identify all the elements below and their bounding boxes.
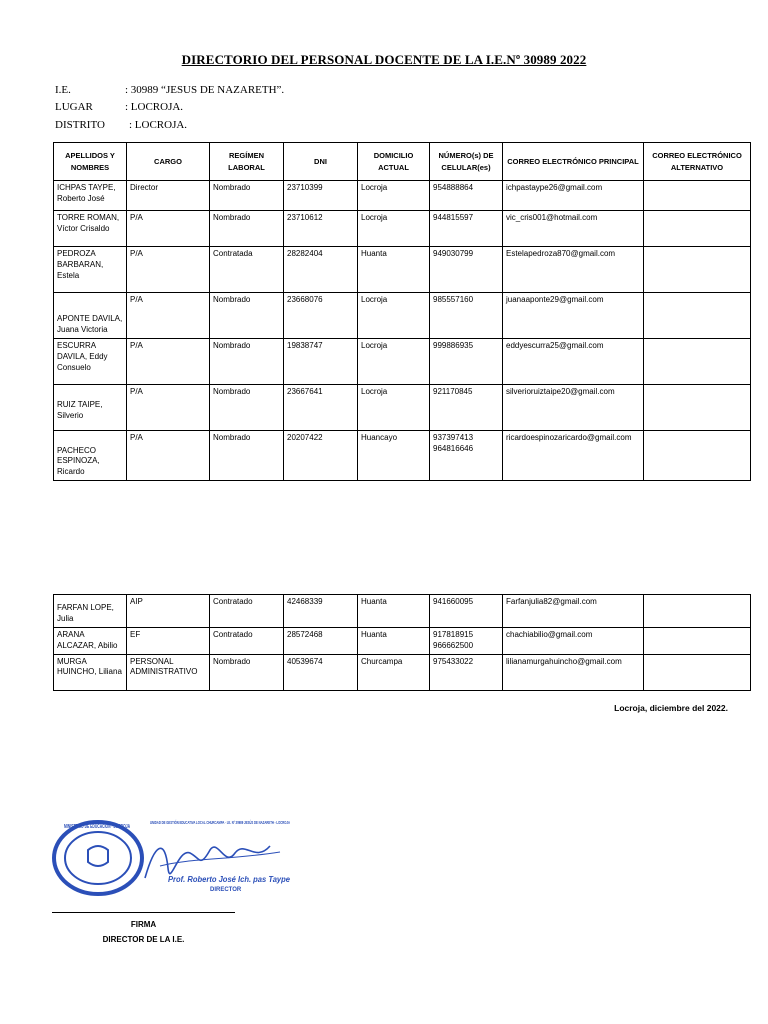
info-lugar-value: : LOCROJA. [125, 101, 184, 113]
info-distrito-label: DISTRITO [55, 119, 105, 131]
cell-correo: chachiabilio@gmail.com [503, 628, 644, 655]
cell-correo: Estelapedroza870@gmail.com [503, 247, 644, 293]
cell-correo-alt [644, 293, 751, 339]
cell-name: RUIZ TAIPE, Silverio [54, 385, 127, 431]
cell-celular: 937397413 964816646 [430, 431, 503, 481]
cell-correo: ichpastaype26@gmail.com [503, 181, 644, 211]
director-stamp-and-signature [50, 808, 377, 908]
info-distrito [55, 119, 188, 131]
cell-domicilio: Locroja [358, 385, 430, 431]
cell-regimen: Nombrado [210, 654, 284, 690]
header-apellidos: APELLIDOS Y NOMBRES [54, 143, 127, 181]
cell-celular: 999886935 [430, 339, 503, 385]
cell-regimen: Nombrado [210, 385, 284, 431]
table-row [54, 385, 751, 431]
stamp-header-text: UNIDAD DE GESTIÓN EDUCATIVA LOCAL CHURCAMPA · I.E. Nº 30989 JESÚS DE NAZARETH - LOCROJA [150, 820, 377, 825]
cell-domicilio: Locroja [358, 293, 430, 339]
cell-domicilio: Locroja [358, 211, 430, 247]
cell-domicilio: Locroja [358, 339, 430, 385]
seal-shield-icon [88, 846, 108, 866]
cell-dni: 23710399 [284, 181, 358, 211]
cell-correo: lilianamurgahuincho@gmail.com [503, 654, 644, 690]
closing-date: Locroja, diciembre del 2022. [614, 703, 728, 713]
cell-dni: 23710612 [284, 211, 358, 247]
cell-name: ICHPAS TAYPE, Roberto José [54, 181, 127, 211]
cell-cargo: P/A [127, 339, 210, 385]
cell-celular: 921170845 [430, 385, 503, 431]
cell-cargo: Director [127, 181, 210, 211]
cell-correo-alt [644, 181, 751, 211]
cell-celular: 985557160 [430, 293, 503, 339]
header-regimen: REGÍMEN LABORAL [210, 143, 284, 181]
cell-name: FARFAN LOPE, Julia [54, 595, 127, 628]
document-title: DIRECTORIO DEL PERSONAL DOCENTE DE LA I.E.Nº 30989 2022 [181, 52, 587, 67]
signature-block [52, 917, 235, 947]
cell-correo: eddyescurra25@gmail.com [503, 339, 644, 385]
cell-dni: 23667641 [284, 385, 358, 431]
cell-cargo: PERSONAL ADMINISTRATIVO [127, 654, 210, 690]
cell-correo: juanaaponte29@gmail.com [503, 293, 644, 339]
stamp-signer-name: Prof. Roberto José Ich. pas Taype [168, 875, 291, 884]
cell-celular: 944815597 [430, 211, 503, 247]
cell-regimen: Contratado [210, 628, 284, 655]
seal-text: MINISTERIO DE EDUCACIÓN · LOCROJA [64, 824, 163, 830]
cell-regimen: Contratada [210, 247, 284, 293]
header-dni: DNI [284, 143, 358, 181]
cell-dni: 42468339 [284, 595, 358, 628]
staff-table-continued [53, 594, 751, 691]
cell-domicilio: Huanta [358, 247, 430, 293]
info-lugar-label: LUGAR [55, 101, 93, 113]
cell-correo: ricardoespinozaricardo@gmail.com [503, 431, 644, 481]
cell-cargo: P/A [127, 293, 210, 339]
cell-correo-alt [644, 595, 751, 628]
cell-domicilio: Churcampa [358, 654, 430, 690]
signature-scribble [145, 846, 270, 878]
seal-inner-ring [65, 832, 131, 884]
cell-celular: 975433022 [430, 654, 503, 690]
header-celular: NÚMERO(s) DE CELULAR(es) [430, 143, 503, 181]
cell-regimen: Contratado [210, 595, 284, 628]
cell-dni: 40539674 [284, 654, 358, 690]
table-row [54, 595, 751, 628]
cell-celular: 917818915 966662500 [430, 628, 503, 655]
cell-dni: 23668076 [284, 293, 358, 339]
table-row [54, 654, 751, 690]
cell-cargo: P/A [127, 431, 210, 481]
cell-cargo: AIP [127, 595, 210, 628]
header-correo: CORREO ELECTRÓNICO PRINCIPAL [503, 143, 644, 181]
cell-correo: Farfanjulia82@gmail.com [503, 595, 644, 628]
cell-regimen: Nombrado [210, 431, 284, 481]
table-row [54, 339, 751, 385]
cell-name: APONTE DAVILA, Juana Victoria [54, 293, 127, 339]
info-distrito-value: : LOCROJA. [129, 119, 188, 131]
cell-name: PACHECO ESPINOZA, Ricardo [54, 431, 127, 481]
cell-correo: vic_cris001@hotmail.com [503, 211, 644, 247]
cell-regimen: Nombrado [210, 339, 284, 385]
cell-domicilio: Locroja [358, 181, 430, 211]
info-ie-value: : 30989 “JESUS DE NAZARETH”. [125, 84, 285, 96]
table-row [54, 211, 751, 247]
table-row [54, 247, 751, 293]
cell-celular: 954888864 [430, 181, 503, 211]
info-lugar [55, 101, 184, 113]
staff-table [53, 142, 751, 481]
cell-name: ESCURRA DAVILA, Eddy Consuelo [54, 339, 127, 385]
cell-name: ARANA ALCAZAR, Abilio [54, 628, 127, 655]
table-row [54, 293, 751, 339]
header-domicilio: DOMICILIO ACTUAL [358, 143, 430, 181]
cell-dni: 20207422 [284, 431, 358, 481]
cell-domicilio: Huanta [358, 628, 430, 655]
cell-correo-alt [644, 654, 751, 690]
cell-dni: 28572468 [284, 628, 358, 655]
cell-name: TORRE ROMAN, Víctor Crisaldo [54, 211, 127, 247]
signature-label: FIRMA [130, 920, 157, 929]
cell-cargo: P/A [127, 247, 210, 293]
cell-regimen: Nombrado [210, 211, 284, 247]
cell-correo-alt [644, 339, 751, 385]
cell-correo-alt [644, 247, 751, 293]
cell-celular: 949030799 [430, 247, 503, 293]
cell-cargo: P/A [127, 211, 210, 247]
cell-celular: 941660095 [430, 595, 503, 628]
cell-name: MURGA HUINCHO, Liliana [54, 654, 127, 690]
cell-dni: 28282404 [284, 247, 358, 293]
cell-correo: silverioruiztaipe20@gmail.com [503, 385, 644, 431]
table-header-row [54, 143, 751, 181]
cell-domicilio: Huanta [358, 595, 430, 628]
header-cargo: CARGO [127, 143, 210, 181]
cell-dni: 19838747 [284, 339, 358, 385]
cell-correo-alt [644, 211, 751, 247]
cell-correo-alt [644, 431, 751, 481]
cell-correo-alt [644, 628, 751, 655]
table-row [54, 181, 751, 211]
info-ie [55, 84, 285, 96]
header-correo-alt: CORREO ELECTRÓNICO ALTERNATIVO [644, 143, 751, 181]
cell-correo-alt [644, 385, 751, 431]
info-ie-label: I.E. [55, 84, 71, 96]
signature-line [52, 912, 235, 913]
signature-underline [160, 852, 280, 866]
cell-regimen: Nombrado [210, 181, 284, 211]
table-row [54, 431, 751, 481]
table-row [54, 628, 751, 655]
cell-name: PEDROZA BARBARAN, Estela [54, 247, 127, 293]
cell-regimen: Nombrado [210, 293, 284, 339]
cell-domicilio: Huancayo [358, 431, 430, 481]
stamp-role: DIRECTOR [210, 887, 242, 893]
cell-cargo: EF [127, 628, 210, 655]
cell-cargo: P/A [127, 385, 210, 431]
signature-role: DIRECTOR DE LA I.E. [102, 935, 185, 945]
